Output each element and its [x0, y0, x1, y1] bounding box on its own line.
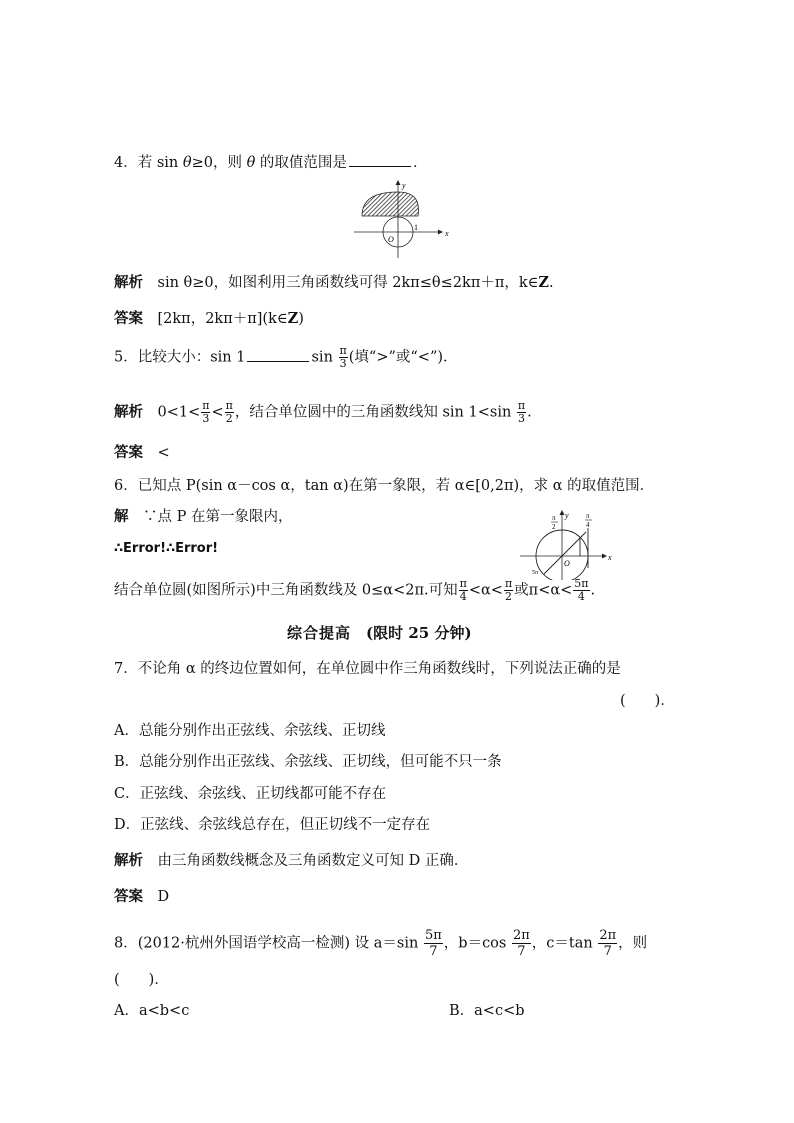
fraction: $\frac{5\pi}{7}$: [424, 928, 442, 959]
fraction: $\frac{\pi}{2}$: [225, 399, 233, 425]
section-heading: 综合提高 (限时 25 分钟): [287, 624, 472, 642]
fraction: $\frac{\pi}{2}$: [504, 577, 513, 603]
q6-solution: 解 ∵点 P 在第一象限内，: [114, 508, 293, 525]
y-label: y: [565, 511, 569, 520]
y-arrow: [396, 180, 401, 185]
q6-error-line: ∴Error!∴Error!: [114, 541, 219, 556]
one-label: 1: [414, 223, 418, 232]
q8-stem: 8．(2012·杭州外国语学校高一检测) 设 a＝sin $\frac{5\pi}{7}$ ，b＝cos $\frac{2\pi}{7}$ ，c＝tan $\frac{2\pi}{7}$ ，则: [114, 928, 648, 959]
q7-option-a: A．总能分别作出正弦线、余弦线、正切线: [114, 723, 386, 739]
fraction: $\frac{2\pi}{7}$: [512, 928, 530, 959]
q8-option-b: B．a<c<b: [449, 1003, 525, 1019]
pi-over-2-num: π: [552, 514, 556, 522]
fraction: $\frac{2\pi}{7}$: [599, 928, 617, 959]
q7-option-d: D．正弦线、余弦线总存在，但正切线不一定存在: [114, 817, 431, 833]
q6-stem: 6．已知点 P(sin α－cos α，tan α)在第一象限，若 α∈[0,2π)，求 α 的取值范围．: [114, 478, 655, 494]
pi-over-4-den: 4: [586, 521, 590, 529]
origin-label: O: [564, 559, 570, 568]
q8-option-a: A．a<b<c: [114, 1003, 190, 1019]
pi-over-2-den: 2: [552, 523, 556, 531]
q4-analysis: 解析 sin θ≥0，如图利用三角函数线可得 2kπ≤θ≤2kπ＋π，k∈Z.: [114, 274, 554, 291]
fraction: $\frac{5\pi}{4}$: [574, 577, 589, 603]
fraction: $\frac{\pi}{3}$: [517, 399, 526, 425]
q7-bracket: ( )．: [620, 693, 675, 709]
q7-answer: 答案 D: [114, 888, 170, 905]
y-arrow: [560, 510, 565, 515]
fraction: $\frac{\pi}{4}$: [459, 577, 467, 603]
q7-analysis: 解析 由三角函数线概念及三角函数定义可知 D 正确．: [114, 852, 469, 869]
q4-answer: 答案 [2kπ，2kπ＋π](k∈Z): [114, 310, 304, 327]
q4-stem: 4．若 sin θ≥0，则 θ 的取值范围是 ．: [114, 152, 427, 173]
q6-conclusion: 结合单位圆(如图所示)中三角函数线及 0≤α<2π.可知 $\frac{\pi}{4}$ <α< $\frac{\pi}{2}$ 或π<α< $\frac{5\pi}{4}$ .: [114, 577, 596, 603]
q5-stem: 5．比较大小：sin 1 sin $\frac{\pi}{3}$ (填“>”或“<”)．: [114, 344, 458, 370]
q8-bracket: ( )．: [114, 972, 169, 988]
fraction: $\frac{\pi}{3}$: [339, 344, 347, 370]
x-arrow: [438, 230, 443, 235]
five-pi-over-4-label: 5π: [532, 570, 539, 576]
pi-over-4-num: π: [586, 512, 590, 520]
shaded-region: [362, 192, 418, 216]
y-label: y: [402, 181, 406, 190]
q4-figure: [350, 178, 460, 258]
x-label: x: [608, 553, 612, 562]
q6-figure: [518, 508, 618, 580]
answer-blank: [247, 347, 309, 362]
x-label: x: [445, 229, 449, 238]
answer-blank: [349, 152, 411, 167]
q7-stem: 7．不论角 α 的终边位置如何，在单位圆中作三角函数线时，下列说法正确的是: [114, 661, 621, 677]
q5-analysis: 解析 0<1< $\frac{\pi}{3}$ < $\frac{\pi}{2}$ ，结合单位圆中的三角函数线知 sin 1<sin $\frac{\pi}{3}$ .: [114, 399, 532, 425]
q5-answer: 答案 <: [114, 444, 170, 461]
q7-option-c: C．正弦线、余弦线、正切线都可能不存在: [114, 786, 387, 802]
origin-label: O: [388, 235, 394, 244]
fraction: $\frac{\pi}{3}$: [202, 399, 210, 425]
q7-option-b: B．总能分别作出正弦线、余弦线、正切线，但可能不只一条: [114, 754, 502, 770]
x-arrow: [602, 554, 607, 559]
